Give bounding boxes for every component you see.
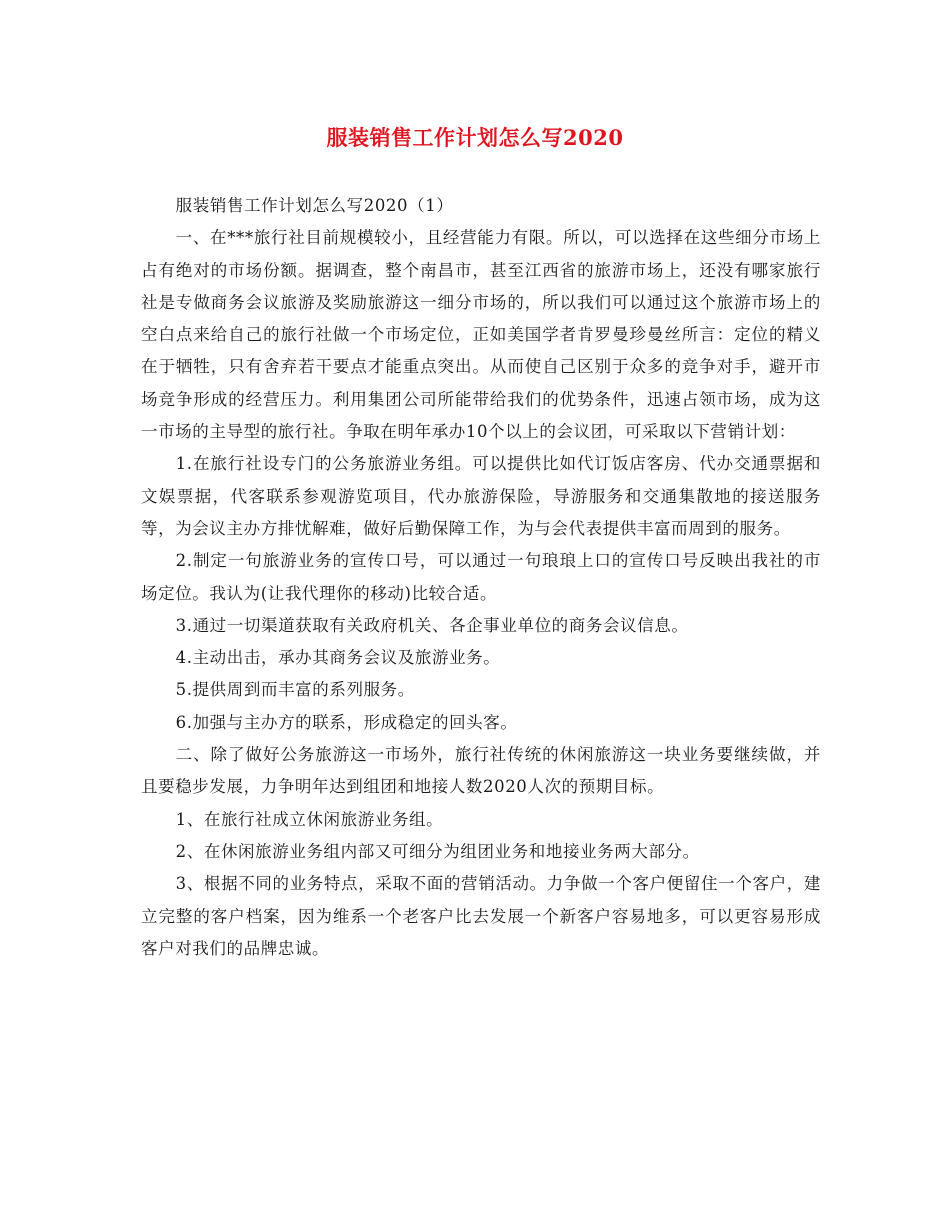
paragraph: 6.加强与主办方的联系，形成稳定的回头客。 (175, 712, 518, 732)
paragraph: 一、在***旅行社目前规模较小，且经营能力有限。所以，可以选择在这些细分市场上占有绝对的市场份额。据调查，整个南昌市，甚至江西省的旅游市场上，还没有哪家旅行社是专做商务会议旅游及奖励旅游这一细分市场的，所以我们可以通过这个旅游市场上的空白点来给自己的旅行社做一个市场定位，正如美国学者肯罗曼珍曼丝所言：定位的精义在于牺牲，只有舍弃若干要点才能重点突出。从而使自己区别于众多的竞争对手，避开市场竞争形成的经营压力。利用集团公司所能带给我们的优势条件，迅速占领市场，成为这一市场的主导型的旅行社。争取在明年承办10个以上的会议团，可采取以下营销计划： (141, 228, 821, 442)
document-title: 服装销售工作计划怎么写2020 (326, 125, 624, 150)
paragraph: 5.提供周到而丰富的系列服务。 (175, 680, 415, 700)
paragraph: 3、根据不同的业务特点，采取不面的营销活动。力争做一个客户便留住一个客户，建立完整的客户档案，因为维系一个老客户比去发展一个新客户容易地多，可以更容易形成客户对我们的品牌忠诚。 (141, 874, 821, 958)
paragraph: 4.主动出击，承办其商务会议及旅游业务。 (175, 648, 501, 668)
paragraph: 二、除了做好公务旅游这一市场外，旅行社传统的休闲旅游这一块业务要继续做，并且要稳步发展，力争明年达到组团和地接人数2020人次的预期目标。 (141, 745, 821, 797)
paragraph-subtitle: 服装销售工作计划怎么写2020（1） (175, 196, 454, 215)
paragraph: 1、在旅行社成立休闲旅游业务组。 (175, 809, 444, 829)
paragraph: 2、在休闲旅游业务组内部又可细分为组团业务和地接业务两大部分。 (175, 841, 700, 861)
document-body (141, 190, 821, 965)
paragraph: 2.制定一句旅游业务的宣传口号，可以通过一句琅琅上口的宣传口号反映出我社的市场定位。我认为(让我代理你的移动)比较合适。 (141, 551, 821, 603)
paragraph: 3.通过一切渠道获取有关政府机关、各企事业单位的商务会议信息。 (175, 615, 689, 635)
paragraph: 1.在旅行社设专门的公务旅游业务组。可以提供比如代订饭店客房、代办交通票据和文娱票据，代客联系参观游览项目，代办旅游保险，导游服务和交通集散地的接送服务等，为会议主办方排忧解难，做好后勤保障工作，为与会代表提供丰富而周到的服务。 (141, 454, 821, 538)
